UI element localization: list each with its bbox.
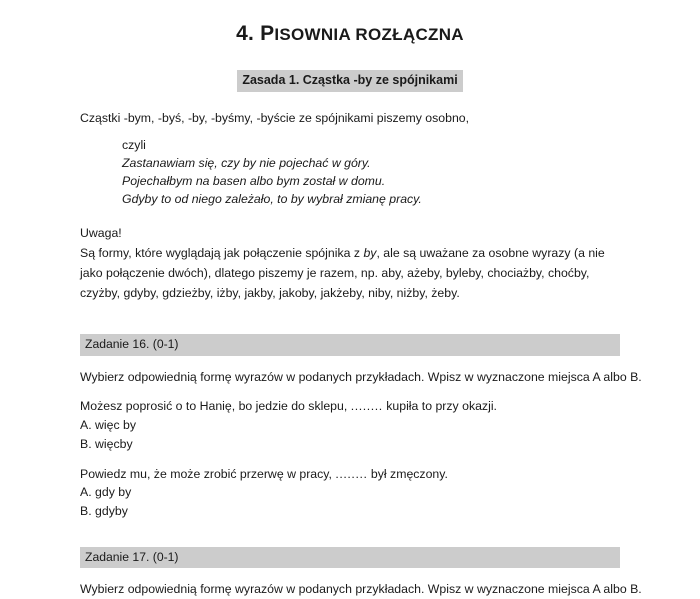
question-text-after: był zmęczony.	[367, 466, 448, 481]
note-italic-word: by	[363, 246, 377, 261]
note-text-before: Są formy, które wyglądają jak połączenie spójnika z	[80, 246, 364, 261]
page-title-lead-letter: P	[260, 22, 275, 45]
option-b[interactable]: B. więcby	[80, 436, 133, 451]
rule-examples	[122, 137, 620, 209]
option-a[interactable]: A. więc by	[80, 417, 137, 432]
answer-blank[interactable]: ........	[350, 399, 383, 414]
example-line: Pojechałbym na basen albo bym został w domu.	[122, 173, 386, 188]
rule-note	[80, 224, 620, 304]
example-line: czyli	[122, 137, 146, 152]
note-label: Uwaga!	[80, 226, 122, 241]
rule-heading: Zasada 1. Cząstka -by ze spójnikami	[237, 70, 462, 92]
task-header-zadanie-17: Zadanie 17. (0-1)	[80, 547, 620, 569]
page-title-rest: ISOWNIA ROZŁĄCZNA	[274, 25, 464, 44]
note-text-after: , ale są uważane za osobne wyrazy (a nie jako połączenie dwóch), dlatego piszemy je razem, np. aby, ażeby, byleby, chociażby, choćby, czyżby, gdyby, gdzieżby, iżby, jakby, jakoby, jakżeby, niby, niżby, żeby.	[80, 246, 605, 301]
option-a[interactable]: A. gdy by	[80, 484, 132, 499]
question-sentence	[80, 397, 620, 415]
option-b[interactable]: B. gdyby	[80, 503, 128, 518]
task-header-zadanie-16: Zadanie 16. (0-1)	[80, 334, 620, 356]
task-instruction: Wybierz odpowiednią formę wyrazów w podanych przykładach. Wpisz w wyznaczone miejsca A albo B.	[80, 582, 642, 597]
question-sentence	[80, 465, 620, 483]
question-group	[80, 465, 620, 521]
question-text-before: Powiedz mu, że może zrobić przerwę w pracy,	[80, 466, 336, 481]
question-group	[80, 397, 620, 453]
task-instruction: Wybierz odpowiednią formę wyrazów w podanych przykładach. Wpisz w wyznaczone miejsca A albo B.	[80, 369, 642, 384]
question-text-after: kupiła to przy okazji.	[382, 399, 497, 414]
question-text-before: Możesz poprosić o to Hanię, bo jedzie do sklepu,	[80, 399, 351, 414]
page-title-number: 4.	[236, 22, 255, 45]
answer-blank[interactable]: ........	[335, 466, 368, 481]
rule-heading-container	[80, 70, 620, 92]
rule-intro-text: Cząstki -bym, -byś, -by, -byśmy, -byście ze spójnikami piszemy osobno,	[80, 110, 470, 125]
page-title	[80, 0, 620, 46]
example-line: Gdyby to od niego zależało, to by wybrał zmianę pracy.	[122, 191, 422, 206]
example-line: Zastanawiam się, czy by nie pojechać w góry.	[122, 155, 371, 170]
